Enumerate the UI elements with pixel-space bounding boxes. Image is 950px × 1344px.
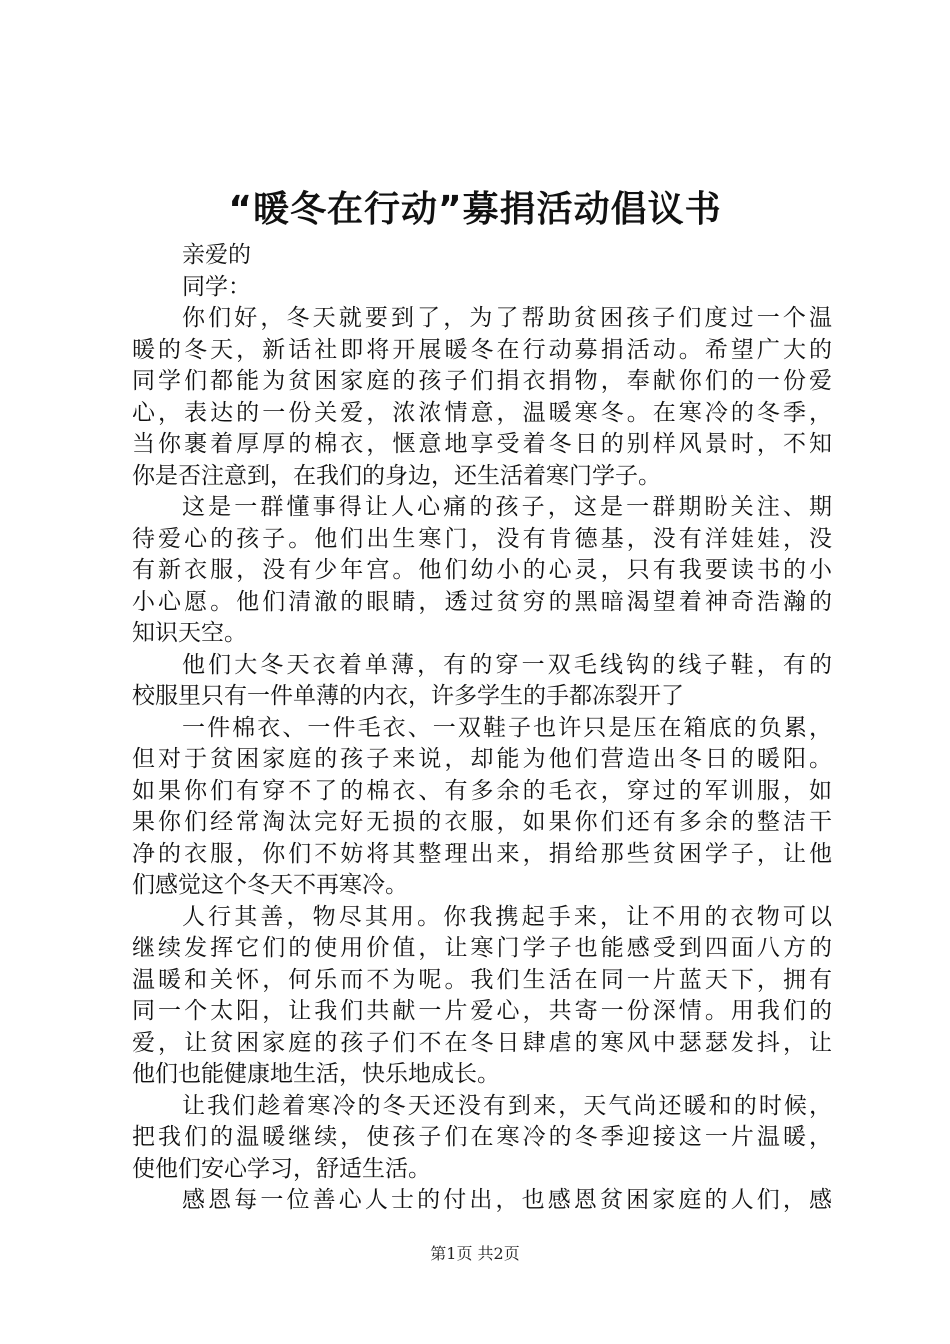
page-footer: 第1页 共2页 [430, 1244, 520, 1263]
text-line: 暖的冬天，新话社即将开展暖冬在行动募捐活动。希望广大的 [132, 336, 832, 363]
text-line: 们感觉这个冬天不再寒冷。 [132, 872, 408, 898]
text-line: 让我们趁着寒冷的冬天还没有到来，天气尚还暖和的时候， [182, 1092, 832, 1119]
text-line: 同学们都能为贫困家庭的孩子们捐衣捐物，奉献你们的一份爱 [132, 368, 832, 394]
text-line: 你们好，冬天就要到了，为了帮助贫困孩子们度过一个温 [182, 305, 832, 331]
text-line: 感恩每一位善心人士的付出，也感恩贫困家庭的人们，感 [182, 1187, 832, 1213]
text-line: 心，表达的一份关爱，浓浓情意，温暖寒冬。在寒冷的冬季， [132, 399, 832, 426]
text-line: 当你裹着厚厚的棉衣，惬意地享受着冬日的别样风景时，不知 [132, 431, 832, 457]
text-line: 有新衣服，没有少年宫。他们幼小的心灵，只有我要读书的小 [132, 557, 832, 583]
text-line: 人行其善，物尽其用。你我携起手来，让不用的衣物可以 [182, 903, 832, 930]
document-body [132, 240, 832, 1217]
text-line: 亲爱的 [182, 242, 251, 268]
text-line: 继续发挥它们的使用价值，让寒门学子也能感受到四面八方的 [132, 935, 832, 961]
text-line: 校服里只有一件单薄的内衣，许多学生的手都冻裂开了 [132, 683, 684, 709]
text-line: 同一个太阳，让我们共献一片爱心，共寄一份深情。用我们的 [132, 998, 832, 1024]
text-line: 使他们安心学习，舒适生活。 [132, 1155, 431, 1182]
text-line: 他们大冬天衣着单薄，有的穿一双毛线钩的线子鞋，有的 [182, 651, 832, 678]
text-line: 他们也能健康地生活，快乐地成长。 [132, 1061, 500, 1087]
text-line: 你是否注意到，在我们的身边，还生活着寒门学子。 [132, 462, 661, 489]
text-line: 但对于贫困家庭的孩子来说，却能为他们营造出冬日的暖阳。 [132, 746, 832, 772]
document-title: “暖冬在行动”募捐活动倡议书 [228, 189, 722, 230]
text-line: 爱，让贫困家庭的孩子们不在冬日肆虐的寒风中瑟瑟发抖，让 [132, 1029, 832, 1056]
text-line: 小心愿。他们清澈的眼睛，透过贫穷的黑暗渴望着神奇浩瀚的 [132, 588, 832, 615]
text-line: 待爱心的孩子。他们出生寒门，没有肯德基，没有洋娃娃，没 [132, 525, 832, 552]
text-line: 如果你们有穿不了的棉衣、有多余的毛衣，穿过的军训服，如 [132, 777, 832, 804]
text-line: 净的衣服，你们不妨将其整理出来，捐给那些贫困学子，让他 [132, 840, 832, 867]
text-line: 果你们经常淘汰完好无损的衣服，如果你们还有多余的整洁干 [132, 809, 832, 835]
text-line: 这是一群懂事得让人心痛的孩子，这是一群期盼关注、期 [182, 494, 832, 520]
text-line: 知识天空。 [132, 620, 247, 646]
text-line: 同学： [182, 273, 251, 300]
text-line: 一件棉衣、一件毛衣、一双鞋子也许只是压在箱底的负累， [182, 714, 832, 741]
text-line: 把我们的温暖继续，使孩子们在寒冷的冬季迎接这一片温暖， [132, 1124, 832, 1150]
text-line: 温暖和关怀，何乐而不为呢。我们生活在同一片蓝天下，拥有 [132, 966, 832, 993]
